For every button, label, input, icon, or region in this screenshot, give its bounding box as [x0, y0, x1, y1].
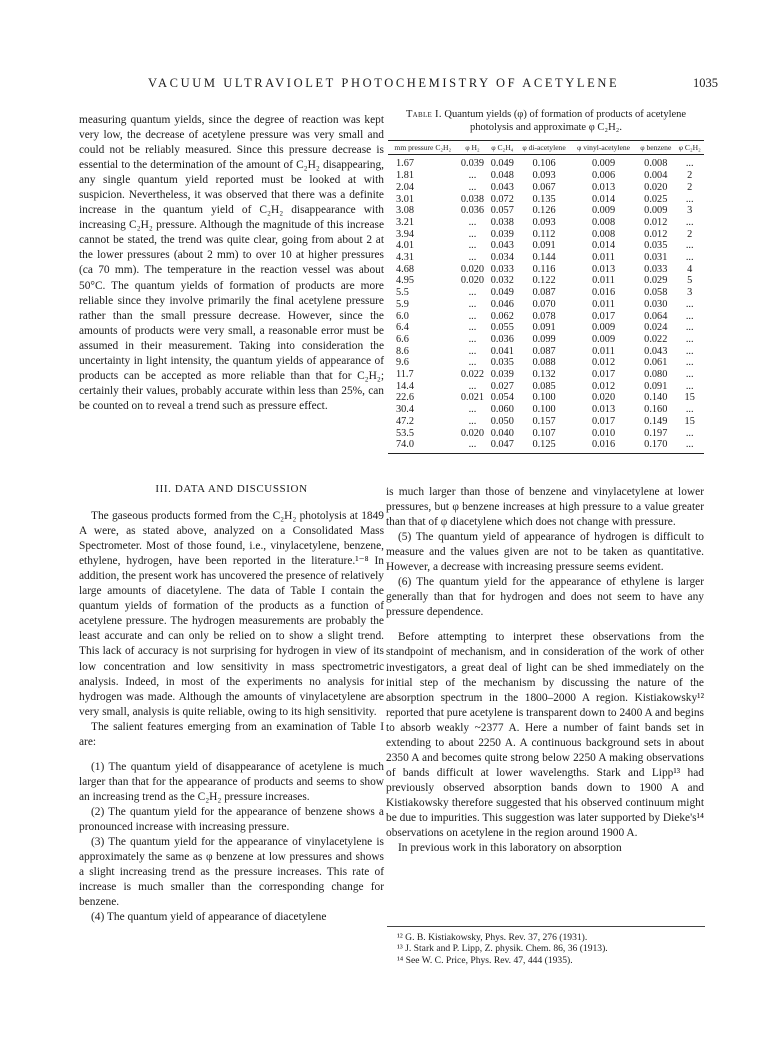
table-cell: 0.055 — [490, 322, 514, 334]
running-header — [126, 76, 718, 96]
table-row — [388, 155, 704, 170]
table-row — [388, 311, 704, 323]
table-cell: 0.091 — [532, 240, 556, 252]
table-cell: 0.080 — [644, 369, 668, 381]
table-row — [388, 252, 704, 264]
table-cell: 0.049 — [490, 287, 514, 299]
table-cell: ... — [468, 298, 477, 310]
table-cell: 1.81 — [396, 170, 415, 182]
table-cell: ... — [685, 357, 694, 369]
paragraph: (6) The quantum yield for the appearance of ethylene is larger generally than that for hydrogen and does not seem to have any pressure dependence. — [386, 576, 704, 619]
table-cell: 0.008 — [644, 158, 668, 170]
table-cell: 0.038 — [460, 193, 485, 205]
table-cell: 0.012 — [644, 216, 668, 228]
table-cell: 3.21 — [396, 216, 415, 228]
table-cell: 4.01 — [396, 240, 415, 252]
table-cell: 3 — [687, 287, 693, 299]
quantum-yield-table — [388, 140, 704, 454]
table-cell: ... — [468, 252, 477, 264]
table-cell: ... — [468, 333, 477, 345]
footnotes — [387, 926, 705, 966]
table-cell: 0.016 — [571, 439, 636, 453]
table-cell: 3.08 — [396, 205, 415, 217]
table-cell: 0.010 — [591, 427, 616, 439]
table-cell: 2 — [687, 181, 693, 193]
table-cell: 2 — [687, 170, 693, 182]
table-header-cell: φ di-acetylene — [517, 141, 571, 155]
table-cell: 0.008 — [591, 216, 616, 228]
table-cell: 0.093 — [532, 170, 556, 182]
table-header-cell: mm pressure C₂H₂ — [388, 141, 458, 155]
table-cell: 0.008 — [591, 228, 616, 240]
table-caption-label: Table I. — [405, 109, 442, 120]
table-cell: 0.038 — [490, 216, 514, 228]
table-row — [388, 392, 704, 404]
paragraph: measuring quantum yields, since the degree of reaction was kept very low, the decrease of acetylene pressure was very small and could not be reliably measured. Since this pressure decrease is essential to the determination of the amount of C₂H₂ disappearing, any single quantum yield reported must be looked at with suspicion. Nevertheless, it was observed that there was a definite increase in the quantum yield of C₂H₂ disappearance with increasing C₂H₂ pressure. Although the magnitude of this increase cannot be stated, the trend was quite clear, going from about 2 at the lower pressures (about 2 mm) to over 10 at higher pressures (ca 70 mm). The temperature in the reaction vessel was about 50°C. The quantum yields of formation of products are more reliable since they involve primarily the final acetylene pressure rather than the small pressure decrease. However, since the amounts of products were very small, a reasonable error must be assumed in their measurement. Taking into consideration the uncertainty in light intensity, the quantum yields of appearance of products can be accepted as more reliable than that for C₂H₂; certainly their values, probably accurate within less than 25%, can be counted on to reveal a trend such as pressure effect. — [79, 114, 384, 412]
table-cell: 0.132 — [532, 369, 556, 381]
table-cell: 0.033 — [644, 263, 668, 275]
table-cell: 0.057 — [490, 205, 514, 217]
table-cell: 0.122 — [532, 275, 556, 287]
table-row — [388, 287, 704, 299]
table-cell: 0.157 — [532, 415, 556, 427]
table-cell: 0.011 — [592, 275, 615, 287]
table-row — [388, 170, 704, 182]
table-caption — [388, 109, 704, 134]
table-cell: 0.011 — [592, 345, 615, 357]
table-cell: 0.014 — [591, 193, 616, 205]
table-row — [388, 404, 704, 416]
paragraph: Before attempting to interpret these observations from the standpoint of mechanism, and in consideration of the work of other investigators, a great deal of light can be shed immediately on the initial step of the mechanism by discussing the nature of the absorption spectrum in the 1800–2000 A region. Kistiakowsky¹² reported that pure acetylene is transparent down to 2400 A and begins to absorb weakly ~2377 A. Here a number of faint bands set in extending to about 2250 A. A continuous background sets in about 2350 A and becomes quite strong below 2250 A making observations of bands difficult at lower wavelengths. Stark and Lipp¹³ had previously observed absorption bands down to 1900 A and Kistiakowsky therefore suggested that his observed continuum might be due to impurities. This suggestion was later supported by Dieke's¹⁴ observations on acetylene in the region around 1900 A. — [386, 631, 704, 840]
table-header-cell: φ H₂ — [458, 141, 488, 155]
table-cell: 0.009 — [591, 333, 616, 345]
table-row — [388, 381, 704, 393]
table-cell: 0.017 — [591, 415, 616, 427]
table-cell: 30.4 — [396, 404, 415, 416]
table-cell: 0.013 — [591, 263, 616, 275]
table-cell: 0.039 — [490, 228, 514, 240]
table-cell: 0.106 — [532, 158, 556, 170]
table-cell: 4.68 — [396, 263, 415, 275]
table-cell: 0.021 — [460, 392, 485, 404]
paragraph: (5) The quantum yield of appearance of hydrogen is difficult to measure and the values given are not to be taken as quantitative. However, a decrease with increasing pressure seems evident. — [386, 531, 704, 574]
table-cell: 0.036 — [460, 205, 485, 217]
table-cell: 0.017 — [591, 310, 616, 322]
table-cell: 3.94 — [396, 228, 415, 240]
table-row — [388, 275, 704, 287]
table-row — [388, 369, 704, 381]
table-cell: 0.091 — [644, 380, 668, 392]
table-row — [388, 322, 704, 334]
table-cell: 4.31 — [396, 252, 415, 264]
table-cell: ... — [685, 369, 694, 381]
table-cell: ... — [468, 310, 477, 322]
table-row — [388, 346, 704, 358]
table-cell: 5.5 — [396, 287, 409, 299]
table-cell: 14.4 — [396, 380, 415, 392]
table-cell: 0.012 — [591, 380, 616, 392]
page-number: 1035 — [693, 76, 718, 90]
table-row — [388, 240, 704, 252]
table-cell: 74.0 — [388, 439, 458, 453]
table-cell: 0.149 — [644, 415, 668, 427]
table-cell: 0.107 — [532, 427, 556, 439]
table-cell: 0.058 — [644, 287, 668, 299]
table-row — [388, 205, 704, 217]
paragraph: The gaseous products formed from the C₂H₂ photolysis at 1849 A were, as stated above, analyzed on a Consolidated Mass Spectrometer. Most of those found, i.e., vinylacetylene, benzene, ethylene, hydrogen, have been reported in the literature.¹⁻⁸ In addition, the present work has uncovered the presence of relatively large amounts of diacetylene. The data of Table I contain the quantum yields of formation of the products as a function of acetylene pressure. The hydrogen measurements are probably the least accurate and can only be relied on to show a slight trend. This lack of accuracy is not surprising for hydrogen in view of its low concentration and low sensitivity in mass spectrometric analysis. Indeed, in most of the experiments no analysis for hydrogen was made. Although the amounts of vinylacetylene are very small, analysis is quite reliable, owing to its high sensitivity. — [79, 510, 384, 718]
table-cell: ... — [468, 415, 477, 427]
table-cell: ... — [685, 345, 694, 357]
table-cell: 0.031 — [644, 252, 668, 264]
paragraph: In previous work in this laboratory on absorption — [398, 842, 622, 855]
table-cell: 0.125 — [517, 439, 571, 453]
table-cell: 0.135 — [532, 193, 556, 205]
table-cell: 1.67 — [396, 158, 415, 170]
table-cell: 5.9 — [396, 298, 409, 310]
table-cell: 0.035 — [490, 357, 514, 369]
table-cell: 0.020 — [460, 427, 485, 439]
paragraph: (3) The quantum yield for the appearance of vinylacetylene is approximately the same as φ benzene at low pressures and shows a slight increasing trend as the pressure increases. This rate of increase is much smaller than the corresponding change for benzene. — [79, 836, 384, 909]
table-body — [388, 155, 704, 454]
table-cell: 0.030 — [644, 298, 668, 310]
table-cell: 2.04 — [396, 181, 415, 193]
table-cell: 0.012 — [644, 228, 668, 240]
table-cell: 0.032 — [490, 275, 514, 287]
table-cell: 0.140 — [644, 392, 668, 404]
table-cell: 0.033 — [490, 263, 514, 275]
table-cell: 0.022 — [644, 333, 668, 345]
left-column-section — [79, 482, 384, 925]
table-cell: 0.070 — [532, 298, 556, 310]
table-cell: ... — [685, 216, 694, 228]
table-cell: 0.100 — [532, 392, 556, 404]
table-cell: 6.0 — [396, 310, 409, 322]
table-cell: 15 — [684, 392, 695, 404]
table-cell: 0.078 — [532, 310, 556, 322]
table-cell: ... — [685, 333, 694, 345]
paragraph: (2) The quantum yield for the appearance of benzene shows a pronounced increase with increasing pressure. — [79, 805, 384, 833]
table-header-cell: φ C₂H₄ — [487, 141, 517, 155]
table-row — [388, 299, 704, 311]
table-cell: 0.067 — [532, 181, 556, 193]
table-row — [388, 264, 704, 276]
table-1 — [388, 109, 704, 454]
table-cell: 0.050 — [490, 415, 514, 427]
table-cell: 0.009 — [591, 322, 616, 334]
table-cell: 3 — [687, 205, 693, 217]
table-cell: ... — [685, 427, 694, 439]
table-cell: 0.049 — [490, 158, 514, 170]
table-cell: 0.009 — [591, 205, 616, 217]
table-cell: 0.087 — [532, 345, 556, 357]
table-row — [388, 217, 704, 229]
table-cell: 2 — [687, 228, 693, 240]
table-header-cell: φ vinyl-acetylene — [571, 141, 636, 155]
paragraph: The salient features emerging from an examination of Table I are: — [79, 720, 384, 748]
table-cell: 0.091 — [532, 322, 556, 334]
table-cell: 0.160 — [644, 404, 668, 416]
table-row — [388, 194, 704, 206]
table-cell: 6.4 — [396, 322, 409, 334]
paragraph: (4) The quantum yield of appearance of diacetylene — [91, 911, 327, 924]
table-cell: 0.025 — [644, 193, 668, 205]
table-cell: 15 — [684, 415, 695, 427]
table-cell: 5 — [687, 275, 693, 287]
table-cell: 0.029 — [644, 275, 668, 287]
table-cell: 0.012 — [591, 357, 616, 369]
table-cell: ... — [468, 404, 477, 416]
table-cell: 0.061 — [644, 357, 668, 369]
paragraph: is much larger than those of benzene and vinylacetylene at lower pressures, but φ benzene increases at high pressure to a value greater than that of φ diacetylene which does not change with pressure. — [386, 486, 704, 529]
paragraph: (1) The quantum yield of disappearance of acetylene is much larger than that for the appearance of products and seems to show an increasing trend as the C₂H₂ pressure increases. — [79, 760, 384, 803]
footnote: ¹³ J. Stark and P. Lipp, Z. physik. Chem. 86, 36 (1913). — [397, 943, 608, 955]
table-cell: 0.088 — [532, 357, 556, 369]
table-cell: 0.034 — [490, 252, 514, 264]
table-cell: 0.011 — [592, 252, 615, 264]
table-cell: 0.006 — [591, 170, 616, 182]
table-cell: 0.048 — [490, 170, 514, 182]
table-cell: 0.100 — [532, 404, 556, 416]
table-cell: 0.064 — [644, 310, 668, 322]
table-cell: 0.085 — [532, 380, 556, 392]
table-cell: 0.027 — [490, 380, 514, 392]
table-cell: 0.047 — [487, 439, 517, 453]
table-cell: ... — [468, 357, 477, 369]
table-cell: 0.017 — [591, 369, 616, 381]
table-cell: 0.116 — [532, 263, 556, 275]
table-cell: ... — [468, 240, 477, 252]
table-cell: 0.144 — [532, 252, 556, 264]
table-cell: ... — [468, 345, 477, 357]
table-cell: 0.170 — [636, 439, 675, 453]
table-cell: 0.093 — [532, 216, 556, 228]
table-cell: 0.046 — [490, 298, 514, 310]
table-cell: ... — [468, 170, 477, 182]
table-cell: ... — [685, 158, 694, 170]
table-cell: 0.087 — [532, 287, 556, 299]
table-cell: 0.004 — [644, 170, 668, 182]
table-cell: 0.039 — [460, 158, 485, 170]
table-row — [388, 334, 704, 346]
table-cell: 0.014 — [591, 240, 616, 252]
table-cell: 0.036 — [490, 333, 514, 345]
table-cell: 0.020 — [591, 392, 616, 404]
table-cell: 47.2 — [396, 415, 415, 427]
table-cell: 0.039 — [490, 369, 514, 381]
right-column-text — [386, 485, 704, 856]
table-cell: ... — [468, 216, 477, 228]
table-row — [388, 182, 704, 194]
table-cell: ... — [685, 298, 694, 310]
table-cell: 0.062 — [490, 310, 514, 322]
table-cell: 0.020 — [644, 181, 668, 193]
table-cell: 8.6 — [396, 345, 409, 357]
table-cell: ... — [685, 322, 694, 334]
table-cell: 53.5 — [396, 427, 415, 439]
table-cell: ... — [675, 439, 704, 453]
table-header-row — [388, 141, 704, 155]
table-row — [388, 357, 704, 369]
running-title: VACUUM ULTRAVIOLET PHOTOCHEMISTRY OF ACETYLENE — [148, 76, 620, 90]
left-column-top — [79, 113, 384, 414]
table-cell: ... — [468, 228, 477, 240]
table-cell: 0.060 — [490, 404, 514, 416]
table-cell: 0.054 — [490, 392, 514, 404]
table-cell: ... — [685, 404, 694, 416]
table-cell: 0.011 — [592, 298, 615, 310]
table-header-cell: φ benzene — [636, 141, 675, 155]
table-cell: 3.01 — [396, 193, 415, 205]
section-heading: III. DATA AND DISCUSSION — [155, 483, 308, 495]
table-cell: 22.6 — [396, 392, 415, 404]
table-cell: 0.022 — [460, 369, 485, 381]
table-cell: 0.035 — [644, 240, 668, 252]
footnote: ¹² G. B. Kistiakowsky, Phys. Rev. 37, 276 (1931). — [397, 932, 588, 943]
table-cell: ... — [468, 380, 477, 392]
table-cell: 0.043 — [644, 345, 668, 357]
table-row — [388, 229, 704, 241]
table-cell: 0.020 — [460, 275, 485, 287]
table-cell: ... — [685, 380, 694, 392]
table-cell: 0.016 — [591, 287, 616, 299]
table-cell: 0.024 — [644, 322, 668, 334]
table-cell: 11.7 — [396, 369, 414, 381]
table-cell: 0.013 — [591, 404, 616, 416]
table-cell: ... — [685, 310, 694, 322]
table-cell: ... — [685, 193, 694, 205]
table-row — [388, 439, 704, 453]
table-cell: 0.072 — [490, 193, 514, 205]
table-cell: ... — [685, 240, 694, 252]
table-cell: 0.197 — [644, 427, 668, 439]
table-cell: 0.041 — [490, 345, 514, 357]
table-row — [388, 416, 704, 428]
table-cell: 0.099 — [532, 333, 556, 345]
table-cell: 0.112 — [532, 228, 556, 240]
table-cell: 0.043 — [490, 181, 514, 193]
table-cell: ... — [468, 287, 477, 299]
table-cell: ... — [468, 181, 477, 193]
table-cell: ... — [468, 322, 477, 334]
table-cell: 0.009 — [591, 158, 616, 170]
table-cell: 4 — [687, 263, 693, 275]
table-cell: 0.126 — [532, 205, 556, 217]
table-cell: 0.009 — [644, 205, 668, 217]
table-cell: 0.020 — [460, 263, 485, 275]
table-caption-text: Quantum yields (φ) of formation of products of acetylene photolysis and approximate φ C₂H₂. — [444, 109, 687, 133]
footnote: ¹⁴ See W. C. Price, Phys. Rev. 47, 444 (1935). — [397, 954, 573, 966]
table-cell: 0.013 — [591, 181, 616, 193]
table-row — [388, 428, 704, 440]
table-cell: ... — [458, 439, 488, 453]
table-header-cell: φ C₂H₂ — [675, 141, 704, 155]
table-cell: 9.6 — [396, 357, 409, 369]
table-cell: 0.040 — [490, 427, 514, 439]
table-cell: 6.6 — [396, 333, 409, 345]
table-cell: 4.95 — [396, 275, 415, 287]
table-cell: ... — [685, 252, 694, 264]
table-cell: 0.043 — [490, 240, 514, 252]
